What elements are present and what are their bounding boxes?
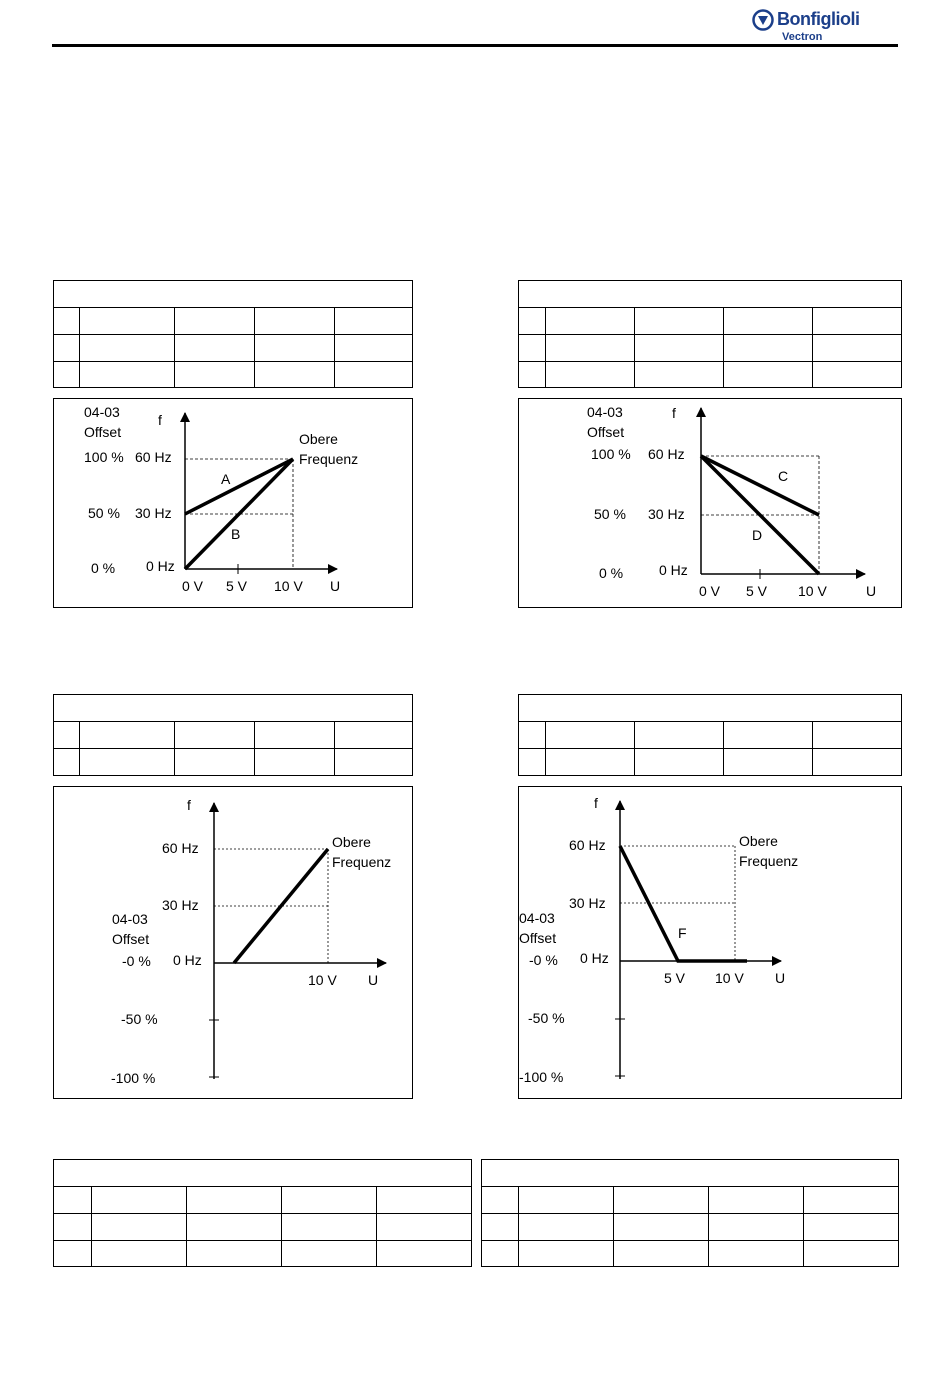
line-f-label: F (678, 925, 687, 941)
pct-50: -50 % (528, 1010, 565, 1026)
table-col-divider (545, 307, 546, 388)
table-col-divider (79, 307, 80, 388)
table-row (519, 721, 901, 722)
line-c-label: C (778, 468, 789, 484)
f-60hz: 60 Hz (162, 840, 199, 856)
offset-label: Offset (84, 424, 122, 440)
table-col-divider (174, 307, 175, 388)
graph-negative-slope (518, 398, 902, 608)
v-10: 10 V (715, 970, 744, 986)
u-axis-label: U (775, 970, 786, 986)
table-col-divider (812, 307, 813, 388)
table-col-divider (334, 307, 335, 388)
f-30hz: 30 Hz (162, 897, 199, 913)
line-a (185, 459, 293, 514)
table-col-divider (803, 1186, 804, 1267)
table-col-divider (518, 1186, 519, 1267)
table-row (482, 1186, 898, 1187)
obere-label: Obere (332, 834, 371, 850)
graph-line-f (518, 786, 902, 1099)
bonfiglioli-logo-icon (752, 9, 774, 31)
frequenz-label: Frequenz (299, 451, 359, 467)
v-10: 10 V (308, 972, 337, 988)
f-0hz: 0 Hz (580, 950, 609, 966)
v-10: 10 V (274, 578, 303, 594)
bonfiglioli-logo (752, 6, 882, 46)
pct-50: 50 % (88, 505, 120, 521)
offset-label: Offset (587, 424, 625, 440)
table-row (54, 334, 412, 335)
v-5: 5 V (664, 970, 686, 986)
table-row (519, 334, 901, 335)
table-col-divider (708, 1186, 709, 1267)
table-col-divider (376, 1186, 377, 1267)
obere-label: Obere (299, 431, 338, 447)
settings-table-4 (518, 694, 902, 776)
f-30hz: 30 Hz (648, 506, 685, 522)
line-a-label: A (221, 471, 231, 487)
v-5: 5 V (746, 583, 768, 599)
u-axis-label: U (866, 583, 877, 599)
logo-sub: Vectron (782, 31, 823, 43)
v-0: 0 V (699, 583, 721, 599)
table-col-divider (79, 721, 80, 776)
table-row (54, 307, 412, 308)
table-col-divider (91, 1186, 92, 1267)
v-0: 0 V (182, 578, 204, 594)
table-col-divider (281, 1186, 282, 1267)
table-col-divider (186, 1186, 187, 1267)
line-d-label: D (752, 527, 763, 543)
f-0hz: 0 Hz (659, 562, 688, 578)
table-col-divider (254, 307, 255, 388)
pct-0: -0 % (529, 952, 558, 968)
table-row (482, 1213, 898, 1214)
settings-table-2 (518, 280, 902, 388)
graph-positive-offset (53, 398, 413, 608)
f-axis-label: f (158, 412, 162, 428)
table-col-divider (723, 307, 724, 388)
pct-100: -100 % (519, 1069, 564, 1085)
table-row (519, 748, 901, 749)
table-col-divider (723, 721, 724, 776)
table-col-divider (174, 721, 175, 776)
table-col-divider (634, 721, 635, 776)
line-b-label: B (231, 526, 241, 542)
v-10: 10 V (798, 583, 827, 599)
table-col-divider (254, 721, 255, 776)
logo-brand: Bonfiglioli (777, 9, 860, 29)
table-col-divider (812, 721, 813, 776)
frequenz-label: Frequenz (739, 853, 799, 869)
u-axis-label: U (330, 578, 341, 594)
pct-0: 0 % (599, 565, 624, 581)
pct-100: -100 % (111, 1070, 156, 1086)
param-label: 04-03 (519, 910, 555, 926)
settings-table-3 (53, 694, 413, 776)
param-label: 04-03 (112, 911, 148, 927)
pct-0: 0 % (91, 560, 116, 576)
table-row (519, 361, 901, 362)
offset-label: Offset (112, 931, 150, 947)
pct-100: 100 % (591, 446, 631, 462)
table-row (54, 1186, 471, 1187)
f-60hz: 60 Hz (135, 449, 172, 465)
pct-50: -50 % (121, 1011, 158, 1027)
table-row (482, 1240, 898, 1241)
table-row (519, 307, 901, 308)
table-col-divider (545, 721, 546, 776)
table-row (54, 361, 412, 362)
table-row (54, 721, 412, 722)
table-col-divider (613, 1186, 614, 1267)
u-axis-label: U (368, 972, 379, 988)
offset-label: Offset (519, 930, 557, 946)
f-0hz: 0 Hz (146, 558, 175, 574)
param-label: 04-03 (587, 404, 623, 420)
f-60hz: 60 Hz (569, 837, 606, 853)
pct-50: 50 % (594, 506, 626, 522)
f-60hz: 60 Hz (648, 446, 685, 462)
f-30hz: 30 Hz (135, 505, 172, 521)
table-col-divider (634, 307, 635, 388)
frequenz-label: Frequenz (332, 854, 392, 870)
frequency-line (234, 849, 328, 963)
line-c (701, 456, 819, 515)
graph-negative-offset (53, 786, 413, 1099)
f-30hz: 30 Hz (569, 895, 606, 911)
table-col-divider (334, 721, 335, 776)
pct-100: 100 % (84, 449, 124, 465)
settings-table-5 (53, 1159, 472, 1267)
f-axis-label: f (594, 795, 598, 811)
header-rule (52, 44, 898, 47)
line-f (620, 846, 747, 961)
param-label: 04-03 (84, 404, 120, 420)
f-0hz: 0 Hz (173, 952, 202, 968)
obere-label: Obere (739, 833, 778, 849)
v-5: 5 V (226, 578, 248, 594)
f-axis-label: f (187, 797, 191, 813)
settings-table-1 (53, 280, 413, 388)
table-row (54, 1240, 471, 1241)
settings-table-6 (481, 1159, 899, 1267)
pct-0: -0 % (122, 953, 151, 969)
table-row (54, 748, 412, 749)
table-row (54, 1213, 471, 1214)
f-axis-label: f (672, 405, 676, 421)
